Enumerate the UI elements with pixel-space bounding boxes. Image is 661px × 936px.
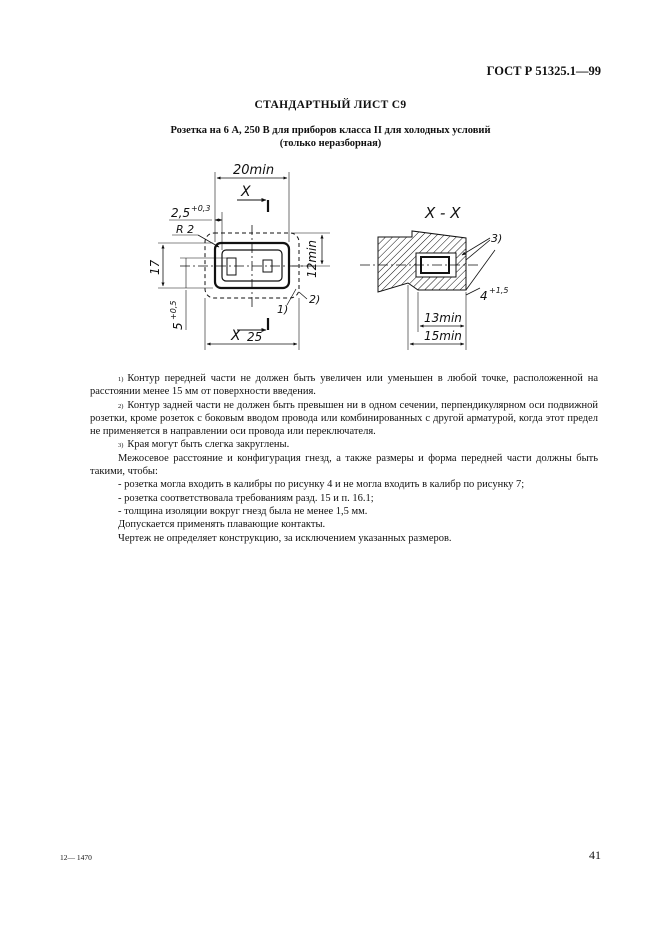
note-2-mark: 2) xyxy=(118,402,124,410)
subtitle-line-1: Розетка на 6 А, 250 В для приборов класса II для холодных условий xyxy=(170,125,491,136)
dim-20min: 20min xyxy=(233,163,275,178)
dim-4: 4 xyxy=(480,289,488,303)
dim-25: 25 xyxy=(247,330,263,344)
note-1-mark: 1) xyxy=(118,376,124,383)
note-3-mark: 3) xyxy=(118,442,124,450)
dim-15min: 15min xyxy=(424,329,462,343)
note-1-text: Контур передней части не должен быть увеличен или уменьшен в любой точке, расположенной на расстоянии менее 15 мм от поверхности введения. xyxy=(90,373,598,398)
dim-4-tol: +1,5 xyxy=(489,286,509,295)
dim-13min: 13min xyxy=(424,311,462,325)
note-3 xyxy=(90,438,598,451)
sheet-title: СТАНДАРТНЫЙ ЛИСТ С9 xyxy=(254,99,407,111)
bullet-2: - розетка соответствовала требованиям разд. 15 и п. 16.1; xyxy=(118,492,374,504)
paragraph-2: Допускается применять плавающие контакты. xyxy=(118,519,326,531)
note-2-text: Контур задней части не должен быть превышен ни в одном сечении, перпендикулярном оси подвижной розетки, кроме розеток с боковым вводом провода или комбинированных с другой арматурой, когда этот предел не применяется в направлении оси провода или переключателя. xyxy=(90,399,598,438)
note-1 xyxy=(90,372,598,399)
note-2 xyxy=(90,399,598,439)
print-code: 12— 1470 xyxy=(60,853,92,862)
callout-1: 1) xyxy=(277,303,289,316)
subtitle-line-2: (только неразборная) xyxy=(279,138,382,149)
section-title: X - X xyxy=(425,204,461,222)
dim-17: 17 xyxy=(148,259,162,275)
notes xyxy=(90,372,598,545)
callout-3: 3) xyxy=(491,232,503,245)
bullet-3: - толщина изоляции вокруг гнезд была не менее 1,5 мм. xyxy=(118,505,368,517)
callout-2: 2) xyxy=(309,293,321,306)
dim-5-tol: +0,5 xyxy=(169,300,178,320)
sheet-subtitle xyxy=(0,124,661,150)
paragraph-1: Межосевое расстояние и конфигурация гнезд, а также размеры и форма передней части должны быть такими, чтобы: xyxy=(90,452,598,478)
page-number: 41 xyxy=(589,848,601,862)
bullet-1: - розетка могла входить в калибры по рисунку 4 и не могла входить в калибр по рисунку 7; xyxy=(118,479,525,491)
contact-left xyxy=(227,258,236,275)
paragraph-3: Чертеж не определяет конструкцию, за исключением указанных размеров. xyxy=(118,532,452,544)
dim-5: 5 xyxy=(171,322,185,330)
dim-12min: 12min xyxy=(305,240,319,278)
dim-2-5: 2,5 xyxy=(171,206,191,220)
standard-number: ГОСТ Р 51325.1—99 xyxy=(486,64,601,78)
note-3-text: Края могут быть слегка закруглены. xyxy=(127,439,290,451)
section-mark-top: X xyxy=(241,184,251,200)
technical-drawing xyxy=(0,150,661,360)
dim-2-5-tol: +0,3 xyxy=(191,204,211,213)
section-mark-bottom: X xyxy=(231,328,241,344)
dim-r2: R 2 xyxy=(176,223,195,236)
